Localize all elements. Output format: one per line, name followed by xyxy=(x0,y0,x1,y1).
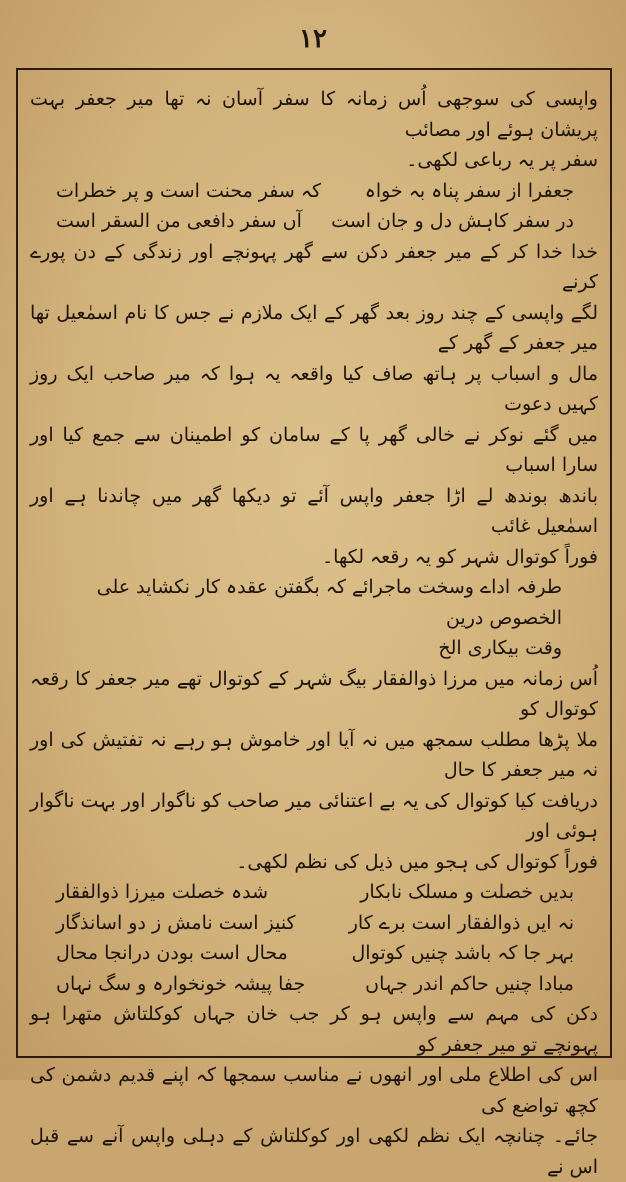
poem-left-hemistich: شدہ خصلت میرزا ذوالفقار xyxy=(56,881,269,903)
rubai-left-hemistich: کہ سفر محنت است و پر خطرات xyxy=(56,179,322,202)
poem-left-hemistich: کنیز است نامش ز دو اسانذگار xyxy=(56,911,296,934)
paragraph-line: اُس زمانہ میں مرزا ذوالفقار بیگ شہر کے کوتوال تھے میر جعفر کا رقعہ کوتوال کو xyxy=(30,667,598,720)
rubai-right-hemistich: جعفرا از سفر پناہ بہ خواہ xyxy=(364,179,574,202)
paragraph-line: اس کی اطلاع ملی اور انھوں نے مناسب سمجھا کہ اپنے قدیم دشمن کی کچھ تواضع کی xyxy=(30,1064,598,1117)
poem-couplet xyxy=(26,969,602,1000)
paragraph-line: فوراً کوتوال شہر کو یہ رقعہ لکھا۔ xyxy=(322,545,598,568)
poem-couplet xyxy=(26,938,602,969)
poem-couplet xyxy=(26,877,602,908)
poem-left-hemistich: جفا پیشہ خونخوارہ و سگ نہاں xyxy=(56,972,306,995)
paragraph-line: میں گئے نوکر نے خالی گھر پا کے سامان کو اطمینان سے جمع کیا اور سارا اسباب xyxy=(30,423,598,476)
rubai-couplet xyxy=(26,206,602,237)
paragraph-line: خدا خدا کر کے میر جعفر دکن سے گھر پہونچے اور زندگی کے دن پورے کرنے xyxy=(30,240,598,293)
poem-couplet xyxy=(26,908,602,939)
persian-quote-line: طرفہ اداے وسخت ماجرائے کہ بگفتن عقدہ کار نکشاید علی الخصوص درین xyxy=(96,576,562,629)
paragraph-line: دکن کی مہم سے واپس ہو کر جب خان جہاں کوکلتاش متھرا ہو پہونچے تو میر جعفر کو xyxy=(30,1003,598,1056)
persian-quote-line: وقت بیکاری الخ xyxy=(438,637,562,659)
paragraph-line: واپسی کی سوجھی اُس زمانہ کا سفر آسان نہ تھا میر جعفر بہت پریشان ہوئے اور مصائب xyxy=(30,88,598,141)
poem-right-hemistich: بہر جا کہ باشد چنیں کوتوال xyxy=(351,942,574,964)
poem-left-hemistich: محال است بودن درانجا محال xyxy=(56,942,288,964)
paragraph-line: ملا پڑھا مطلب سمجھ میں نہ آیا اور خاموش ہو رہے نہ تفتیش کی اور نہ میر جعفر کا حال xyxy=(30,728,598,781)
poem-right-hemistich: بدیں خصلت و مسلک نابکار xyxy=(360,881,574,903)
poem-right-hemistich: مبادا چنیں حاکم اندر جہاں xyxy=(365,972,574,995)
paragraph-line: فوراً کوتوال کی ہجو میں ذیل کی نظم لکھی۔ xyxy=(236,850,598,873)
rubai-right-hemistich: در سفر کاہش دل و جان است xyxy=(331,210,574,232)
rubai-couplet xyxy=(26,176,602,207)
paragraph-line: سفر پر یہ رباعی لکھی۔ xyxy=(406,149,598,171)
paragraph-line: دریافت کیا کوتوال کی یہ بے اعتنائی میر صاحب کو ناگوار اور بہت ناگوار ہوئی اور xyxy=(30,789,598,842)
poem-right-hemistich: نہ ایں ذوالفقار است برے کار xyxy=(348,911,574,934)
paragraph-line: لگے واپسی کے چند روز بعد گھر کے ایک ملازم نے جس کا نام اسمٰعیل تھا میر جعفر کے گھر کے xyxy=(30,301,598,354)
paragraph-line: باندھ بوندھ لے اڑا جعفر واپس آئے تو دیکھا گھر میں چاندنا ہے اور اسمٰعیل غائب xyxy=(30,484,598,537)
page-body xyxy=(26,84,602,1182)
page-number: ۱۲ xyxy=(299,24,327,54)
rubai-left-hemistich: آں سفر دافعی من السقر است xyxy=(56,210,302,232)
paragraph-line: جائے۔ چنانچہ ایک نظم لکھی اور کوکلتاش کے دہلی واپس آنے سے قبل اس نے xyxy=(30,1125,598,1178)
paragraph-line: مال و اسباب پر ہاتھ صاف کیا واقعہ یہ ہوا کہ میر صاحب ایک روز کہیں دعوت xyxy=(30,362,598,415)
